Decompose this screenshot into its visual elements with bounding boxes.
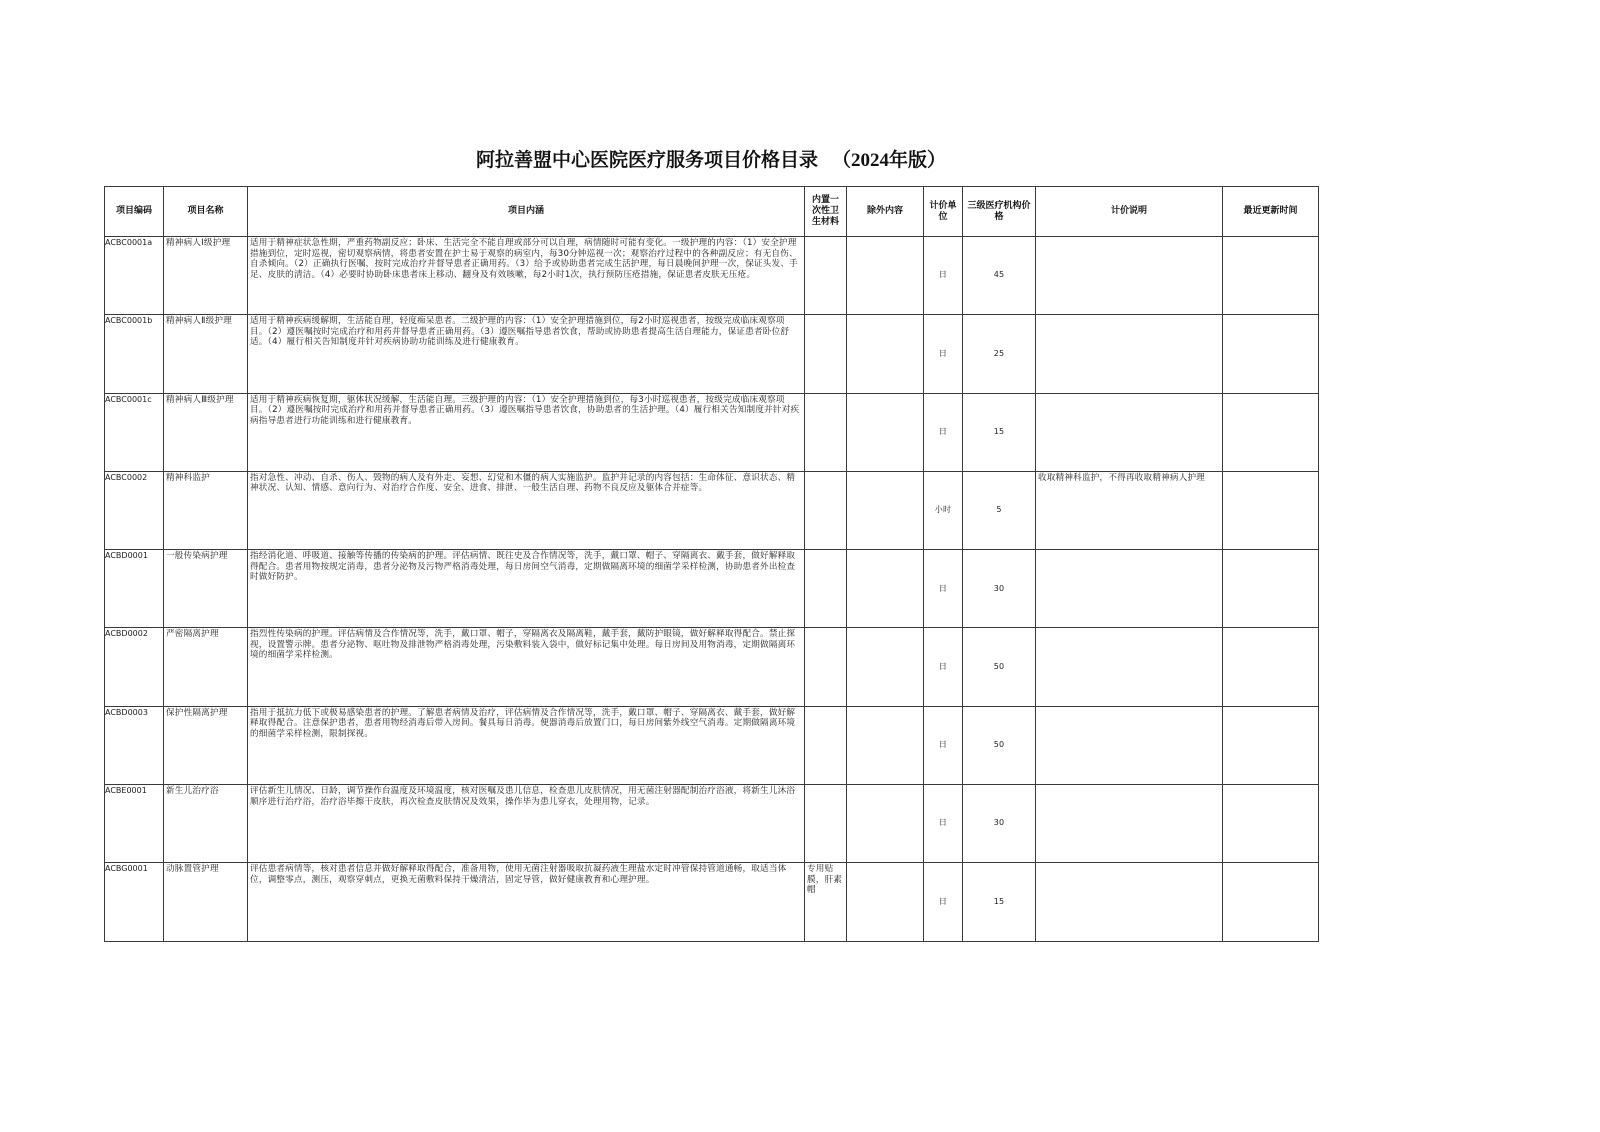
header-note: 计价说明 <box>1036 187 1223 237</box>
header-unit: 计价单位 <box>924 187 963 237</box>
cell-unit: 日 <box>924 393 963 471</box>
header-materials: 内置一次性卫生材料 <box>805 187 847 237</box>
header-updated: 最近更新时间 <box>1223 187 1319 237</box>
cell-excluded <box>847 550 924 628</box>
cell-note <box>1036 863 1223 941</box>
cell-materials <box>805 237 847 315</box>
cell-excluded <box>847 785 924 863</box>
cell-code: ACBG0001 <box>105 863 164 941</box>
cell-updated <box>1223 863 1319 941</box>
table-row <box>105 315 1319 393</box>
cell-content: 指经消化道、呼吸道、接触等传播的传染病的护理。评估病情、既往史及合作情况等，洗手，戴口罩、帽子、穿隔离衣、戴手套，做好解释取得配合。患者用物按规定消毒，患者分泌物及污物严格消毒处理，每日房间空气消毒，定期做隔离环境的细菌学采样检测，协助患者外出检查时做好防护。 <box>248 550 805 628</box>
cell-materials <box>805 471 847 549</box>
cell-name: 动脉置管护理 <box>164 863 248 941</box>
cell-price: 15 <box>963 393 1036 471</box>
cell-updated <box>1223 706 1319 784</box>
cell-name: 精神病人Ⅰ级护理 <box>164 237 248 315</box>
cell-note <box>1036 315 1223 393</box>
cell-code: ACBC0001b <box>105 315 164 393</box>
cell-excluded <box>847 237 924 315</box>
cell-excluded <box>847 471 924 549</box>
cell-content: 适用于精神症状急性期，严重药物副反应；卧床、生活完全不能自理或部分可以自理，病情随时可能有变化。一级护理的内容：（1）安全护理措施到位，定时巡视，密切观察病情，将患者安置在护士易于观察的病室内，每30分钟巡视一次；观察治疗过程中的各种副反应；有无自伤、自杀倾向。（2）正确执行医嘱，按时完成治疗并督导患者正确用药。（3）给予或协助患者完成生活护理，每日晨晚间护理一次，保证头发、手足、皮肤的清洁。（4）必要时协助卧床患者床上移动、翻身及有效咳嗽，每2小时1次，执行预防压疮措施，保证患者皮肤无压疮。 <box>248 237 805 315</box>
header-excluded: 除外内容 <box>847 187 924 237</box>
cell-price: 30 <box>963 550 1036 628</box>
cell-materials: 专用贴膜，肝素帽 <box>805 863 847 941</box>
cell-note <box>1036 785 1223 863</box>
cell-name: 精神科监护 <box>164 471 248 549</box>
cell-content: 指对急性、冲动、自杀、伤人、毁物的病人及有外走、妄想、幻觉和木僵的病人实施监护。监护并记录的内容包括：生命体征、意识状态、精神状况、认知、情感、意向行为、对治疗合作度、安全、进食、排泄、一般生活自理、药物不良反应及躯体合并症等。 <box>248 471 805 549</box>
cell-note <box>1036 628 1223 706</box>
cell-name: 精神病人Ⅲ级护理 <box>164 393 248 471</box>
cell-excluded <box>847 863 924 941</box>
header-name: 项目名称 <box>164 187 248 237</box>
table-row <box>105 550 1319 628</box>
table-row <box>105 785 1319 863</box>
cell-price: 30 <box>963 785 1036 863</box>
cell-content: 适用于精神疾病恢复期，躯体状况缓解，生活能自理。三级护理的内容：（1）安全护理措施到位，每3小时巡视患者，按级完成临床观察项目。（2）遵医嘱按时完成治疗和用药并督导患者正确用药。（3）遵医嘱指导患者饮食，协助患者的生活护理。（4）履行相关告知制度并针对疾病指导患者进行功能训练和进行健康教育。 <box>248 393 805 471</box>
cell-code: ACBC0001a <box>105 237 164 315</box>
cell-excluded <box>847 628 924 706</box>
cell-unit: 日 <box>924 550 963 628</box>
cell-excluded <box>847 706 924 784</box>
cell-content: 指烈性传染病的护理。评估病情及合作情况等，洗手，戴口罩、帽子，穿隔离衣及隔离鞋，戴手套，戴防护眼镜，做好解释取得配合。禁止探视，设置警示牌。患者分泌物、呕吐物及排泄物严格消毒处理，污染敷料装入袋中，做好标记集中处理。每日房间及用物消毒，定期做隔离环境的细菌学采样检测。 <box>248 628 805 706</box>
cell-note <box>1036 237 1223 315</box>
cell-updated <box>1223 550 1319 628</box>
cell-materials <box>805 393 847 471</box>
cell-code: ACBD0001 <box>105 550 164 628</box>
cell-unit: 日 <box>924 628 963 706</box>
cell-materials <box>805 706 847 784</box>
table-row <box>105 237 1319 315</box>
cell-code: ACBE0001 <box>105 785 164 863</box>
cell-unit: 日 <box>924 237 963 315</box>
cell-content: 评估新生儿情况、日龄，调节操作台温度及环境温度，核对医嘱及患儿信息，检查患儿皮肤情况，用无菌注射器配制治疗浴液，将新生儿沐浴顺序进行治疗浴，治疗浴毕擦干皮肤，再次检查皮肤情况及效果，操作毕为患儿穿衣，处理用物，记录。 <box>248 785 805 863</box>
cell-materials <box>805 628 847 706</box>
cell-unit: 日 <box>924 315 963 393</box>
cell-materials <box>805 785 847 863</box>
cell-content: 评估患者病情等，核对患者信息并做好解释取得配合，准备用物，使用无菌注射器吸取抗凝药液生理盐水定时冲管保持管道通畅，取适当体位，调整零点，测压，观察穿刺点，更换无菌敷料保持干燥清洁，固定导管，做好健康教育和心理护理。 <box>248 863 805 941</box>
cell-note <box>1036 550 1223 628</box>
cell-price: 50 <box>963 628 1036 706</box>
cell-note <box>1036 706 1223 784</box>
cell-materials <box>805 315 847 393</box>
header-content: 项目内涵 <box>248 187 805 237</box>
cell-code: ACBD0003 <box>105 706 164 784</box>
cell-unit: 日 <box>924 863 963 941</box>
cell-price: 25 <box>963 315 1036 393</box>
cell-updated <box>1223 237 1319 315</box>
price-table <box>104 186 1319 942</box>
page-title <box>104 147 1318 175</box>
cell-note: 收取精神科监护，不得再收取精神病人护理 <box>1036 471 1223 549</box>
cell-name: 保护性隔离护理 <box>164 706 248 784</box>
cell-name: 一般传染病护理 <box>164 550 248 628</box>
cell-updated <box>1223 471 1319 549</box>
header-code: 项目编码 <box>105 187 164 237</box>
cell-excluded <box>847 393 924 471</box>
cell-excluded <box>847 315 924 393</box>
cell-code: ACBC0002 <box>105 471 164 549</box>
cell-code: ACBC0001c <box>105 393 164 471</box>
table-header-row <box>105 187 1319 237</box>
table-row <box>105 393 1319 471</box>
table-row <box>105 706 1319 784</box>
cell-name: 严密隔离护理 <box>164 628 248 706</box>
cell-note <box>1036 393 1223 471</box>
table-row <box>105 863 1319 941</box>
cell-name: 精神病人Ⅱ级护理 <box>164 315 248 393</box>
cell-code: ACBD0002 <box>105 628 164 706</box>
cell-price: 45 <box>963 237 1036 315</box>
cell-updated <box>1223 785 1319 863</box>
title-main: 阿拉善盟中心医院医疗服务项目价格目录 <box>475 150 818 171</box>
cell-price: 50 <box>963 706 1036 784</box>
cell-unit: 日 <box>924 706 963 784</box>
header-price: 三级医疗机构价格 <box>963 187 1036 237</box>
cell-updated <box>1223 315 1319 393</box>
cell-price: 5 <box>963 471 1036 549</box>
title-edition: （2024年版） <box>832 150 947 171</box>
cell-content: 适用于精神疾病缓解期，生活能自理，轻度痴呆患者。二级护理的内容：（1）安全护理措施到位，每2小时巡视患者，按级完成临床观察项目。（2）遵医嘱按时完成治疗和用药并督导患者正确用药。（3）遵医嘱指导患者饮食，帮助或协助患者提高生活自理能力，保证患者卧位舒适。（4）履行相关告知制度并针对疾病协助功能训练及进行健康教育。 <box>248 315 805 393</box>
cell-unit: 日 <box>924 785 963 863</box>
table-row <box>105 471 1319 549</box>
cell-updated <box>1223 628 1319 706</box>
cell-price: 15 <box>963 863 1036 941</box>
cell-unit: 小时 <box>924 471 963 549</box>
cell-materials <box>805 550 847 628</box>
cell-updated <box>1223 393 1319 471</box>
cell-name: 新生儿治疗浴 <box>164 785 248 863</box>
cell-content: 指用于抵抗力低下或极易感染患者的护理。了解患者病情及治疗，评估病情及合作情况等，洗手，戴口罩、帽子、穿隔离衣、戴手套，做好解释取得配合。注意保护患者，患者用物经消毒后带入房间。餐具每日消毒。便器消毒后放置门口，每日房间紫外线空气消毒。定期做隔离环境的细菌学采样检测，限制探视。 <box>248 706 805 784</box>
table-row <box>105 628 1319 706</box>
